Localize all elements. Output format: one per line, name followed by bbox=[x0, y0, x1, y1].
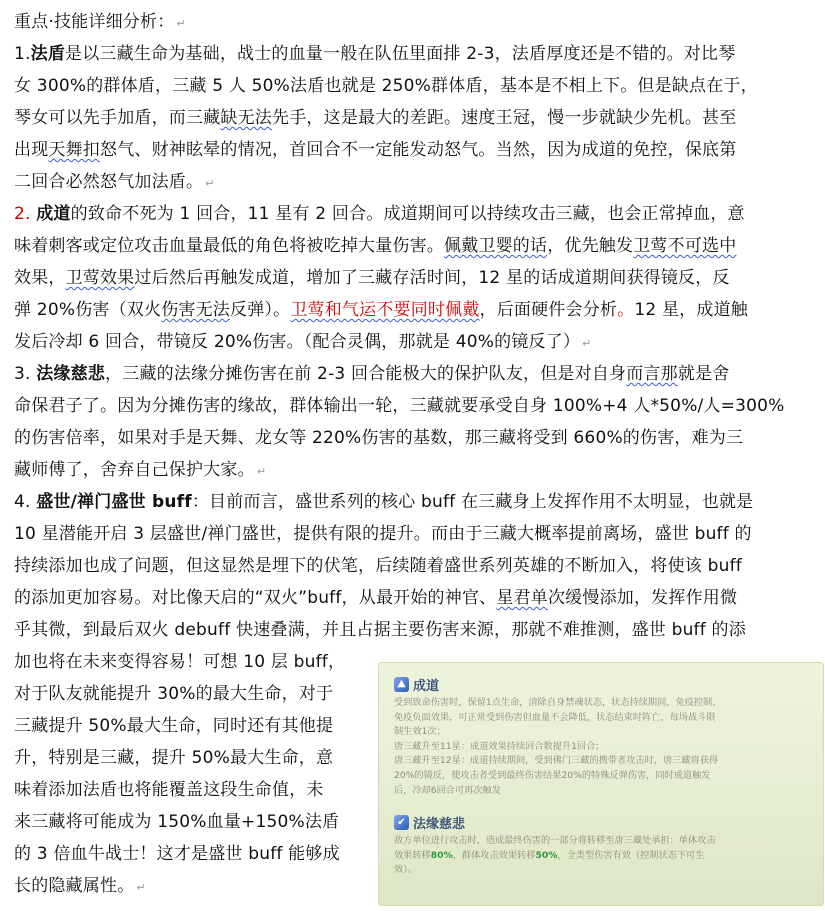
skill-description bbox=[394, 834, 814, 878]
text-run: 4. bbox=[14, 492, 37, 512]
text-run: 的致命不死为 1 回合，11 星有 2 回合。成道期间可以持续攻击三藏，也会正常掉血，意 bbox=[70, 204, 745, 224]
text-run: 加也将在未来变得容易！可想 10 层 buff， bbox=[14, 652, 346, 672]
text-run: ，全类型伤害有效（控制状态下可生 bbox=[557, 849, 705, 861]
text-run: 先手，这是最大的差距。速度王冠，慢一步就缺少先机。甚至 bbox=[272, 108, 737, 128]
skill-description-screenshot bbox=[378, 662, 824, 906]
text-run: 琴女可以先手加盾，而三藏 bbox=[14, 108, 221, 128]
text-run: 而言那 bbox=[626, 364, 678, 384]
text-run: 1. bbox=[14, 44, 31, 64]
text-line bbox=[14, 486, 820, 518]
text-run: 效果转移 bbox=[394, 849, 431, 861]
description-line bbox=[394, 725, 814, 740]
text-run: 2. bbox=[14, 204, 37, 224]
text-line bbox=[14, 646, 374, 678]
text-run: 唐三藏升至11星：成道效果持续回合数提升1回合； bbox=[394, 740, 605, 752]
text-line bbox=[14, 806, 374, 838]
text-line bbox=[14, 38, 820, 70]
text-run: 法盾 bbox=[30, 44, 66, 64]
text-line bbox=[14, 518, 820, 550]
text-line bbox=[14, 70, 820, 102]
description-line bbox=[394, 696, 814, 711]
text-line bbox=[14, 774, 374, 806]
skill-section-chengdao bbox=[394, 674, 814, 798]
text-line bbox=[14, 422, 820, 454]
text-line bbox=[14, 198, 820, 230]
text-run: 就是舍 bbox=[677, 364, 730, 384]
text-run: 怒气、财神眩晕的情况，首回合不一定能发动怒气。当然，因为成道的免控，保底第 bbox=[100, 140, 737, 160]
description-line bbox=[394, 834, 814, 849]
description-line bbox=[394, 784, 814, 799]
text-line bbox=[14, 134, 820, 166]
text-run: ，群体攻击效果转移 bbox=[452, 849, 536, 861]
description-line bbox=[394, 740, 814, 755]
skill-icon: ✔ bbox=[394, 815, 409, 830]
text-run: 过后然后再触发成道，增加了三藏存活时间，12 星的话成道期间获得镜反，反 bbox=[134, 268, 730, 288]
text-line bbox=[14, 166, 820, 198]
text-run: 三藏提升 50%最大生命，同时还有其他提 bbox=[14, 716, 334, 736]
text-run: 12 星，成道触 bbox=[634, 300, 748, 320]
text-run: 80% bbox=[430, 849, 453, 861]
text-run: 味着添加法盾也将能覆盖这段生命值，未 bbox=[14, 780, 324, 800]
description-line bbox=[394, 769, 814, 784]
text-run: ，优先触发 bbox=[547, 236, 634, 256]
text-line bbox=[14, 390, 820, 422]
text-run: 盛世/禅门盛世 buff bbox=[36, 492, 192, 512]
text-run: 藏师傅了，舍弃自己保护大家。 bbox=[14, 460, 255, 480]
text-run: 二回合必然怒气加法盾。 bbox=[14, 172, 204, 192]
text-line bbox=[14, 454, 820, 486]
text-run: 卫莺效果 bbox=[65, 268, 135, 288]
text-run: 效）。 bbox=[394, 864, 417, 876]
text-run: 成道 bbox=[36, 204, 71, 224]
text-line bbox=[14, 294, 820, 326]
paragraph-mark: ↵ bbox=[176, 17, 186, 30]
text-run: 卫莺不可选中 bbox=[633, 236, 737, 256]
text-run: ，后面硬件会分析 bbox=[479, 300, 618, 320]
skill-description bbox=[394, 696, 814, 798]
text-run: 次缓慢添加，发挥作用微 bbox=[547, 588, 738, 608]
text-run: 的伤害倍率，如果对手是天舞、龙女等 220%伤害的基数，那三藏将受到 660%的伤害，难为三 bbox=[14, 428, 744, 448]
paragraph-mark: ↵ bbox=[205, 177, 215, 190]
text-line bbox=[14, 102, 820, 134]
text-line bbox=[14, 710, 374, 742]
text-run: 伤害无法 bbox=[161, 300, 231, 320]
text-run: 反弹）。 bbox=[230, 300, 291, 320]
text-run: 免疫负面效果，可正常受到伤害但血量不会降低，状态结束时阵亡，每场战斗限 bbox=[394, 711, 716, 723]
text-line bbox=[14, 550, 820, 582]
text-run: 3. bbox=[14, 364, 37, 384]
text-run: 20%的镜反，使攻击者受到最终伤害结果20%的特殊反弹伤害，同时成道触发 bbox=[394, 769, 711, 781]
text-run: 星君单 bbox=[496, 588, 548, 608]
text-line bbox=[14, 6, 820, 38]
text-run: 受到致命伤害时，保留1点生命，清除自身禁魂状态，状态持续期间，免疫控制、 bbox=[394, 697, 722, 708]
text-run: 女 300%的群体盾，三藏 5 人 50%法盾也就是 250%群体盾，基本是不相上下。但是缺点在于， bbox=[14, 76, 758, 96]
text-run: ，三藏的法缘分摊伤害在前 2-3 回合能极大的保护队友，但是对自身 bbox=[105, 364, 627, 384]
text-run: 缺无法 bbox=[220, 108, 273, 128]
text-run: 来三藏将可能成为 150%血量+150%法盾 bbox=[14, 812, 340, 832]
text-run: 佩戴卫婴的话 bbox=[444, 236, 548, 256]
skill-title-row bbox=[394, 812, 814, 832]
text-run: 发后冷却 6 回合，带镜反 20%伤害。（配合灵偶，那就是 40%的镜反了） bbox=[14, 332, 581, 352]
text-run: 的添加更加容易。对比像天启的“双火”buff，从最开始的神官、 bbox=[14, 588, 497, 608]
text-line bbox=[14, 230, 820, 262]
full-width-paragraphs bbox=[14, 6, 820, 646]
paragraph-mark: ↵ bbox=[256, 465, 267, 478]
text-line bbox=[14, 838, 374, 870]
text-run: 10 星潜能开启 3 层盛世/禅门盛世，提供有限的提升。而由于三藏大概率提前离场，盛世 buff 的 bbox=[14, 524, 752, 544]
text-run: 味着刺客或定位攻击血量最低的角色将被吃掉大量伤害。 bbox=[14, 236, 444, 256]
text-run: 乎其微，到最后双火 debuff 快速叠满，并且占据主要伤害来源，那就不难推测，盛世 buff 的添 bbox=[14, 620, 746, 640]
text-line bbox=[14, 326, 820, 358]
text-run: 出现 bbox=[14, 140, 49, 160]
text-run: 升，特别是三藏，提升 50%最大生命，意 bbox=[14, 748, 334, 768]
text-run: 弹 20%伤害（双火 bbox=[14, 300, 162, 320]
skill-icon: ⛰ bbox=[394, 677, 409, 692]
description-line bbox=[394, 863, 814, 878]
text-line bbox=[14, 678, 374, 710]
skill-title-row bbox=[394, 674, 814, 694]
text-line bbox=[14, 358, 820, 390]
paragraph-mark: ↵ bbox=[136, 881, 146, 894]
text-run: 长的隐藏属性。 bbox=[14, 876, 135, 896]
skill-name: 法缘慈悲 bbox=[413, 816, 466, 832]
text-run: 的 3 倍血牛战士！这才是盛世 buff 能够成 bbox=[14, 844, 340, 864]
text-run: 法缘慈悲 bbox=[36, 364, 106, 384]
text-run: 天舞扣 bbox=[48, 140, 101, 160]
text-line bbox=[14, 582, 820, 614]
text-run: 。 bbox=[617, 300, 635, 320]
text-run: 后，冷却6回合可再次触发 bbox=[394, 784, 501, 796]
text-line bbox=[14, 614, 820, 646]
text-line bbox=[14, 742, 374, 774]
text-run: 是以三藏生命为基础，战士的血量一般在队伍里面排 2-3，法盾厚度还是不错的。对比琴 bbox=[65, 44, 736, 64]
skill-section-fayuan-cibei bbox=[394, 812, 814, 878]
text-run: 50% bbox=[535, 849, 558, 861]
description-line bbox=[394, 849, 814, 864]
text-run: ：目前而言，盛世系列的核心 buff 在三藏身上发挥作用不太明显，也就是 bbox=[191, 492, 754, 512]
text-run: 敌方单位进行攻击时，造成最终伤害的一部分将转移至唐三藏处承担：单体攻击 bbox=[394, 835, 716, 846]
text-run: 卫莺和气运不要同时佩戴 bbox=[290, 300, 480, 320]
paragraph-mark: ↵ bbox=[582, 337, 592, 350]
text-run: 对于队友就能提升 30%的最大生命，对于 bbox=[14, 684, 334, 704]
text-run: 重点·技能详细分析： bbox=[14, 12, 175, 32]
text-run: 命保君子了。因为分摊伤害的缘故，群体输出一轮，三藏就要承受自身 100%+4 人*50%/人=300% bbox=[14, 396, 785, 416]
text-line bbox=[14, 262, 820, 294]
text-run: 持续添加也成了问题，但这显然是埋下的伏笔，后续随着盛世系列英雄的不断加入，将使该 buff bbox=[14, 556, 742, 576]
text-line bbox=[14, 870, 374, 902]
skill-name: 成道 bbox=[413, 678, 440, 694]
text-run: 效果， bbox=[14, 268, 66, 288]
description-line bbox=[394, 711, 814, 726]
description-line bbox=[394, 754, 814, 769]
text-run: 唐三藏升至12星：成道持续期间，受到佛门三藏的携带者攻击时，唐三藏将获得 bbox=[394, 755, 719, 767]
text-run: 制生效1次； bbox=[394, 726, 446, 738]
wrapped-paragraph bbox=[14, 646, 374, 902]
